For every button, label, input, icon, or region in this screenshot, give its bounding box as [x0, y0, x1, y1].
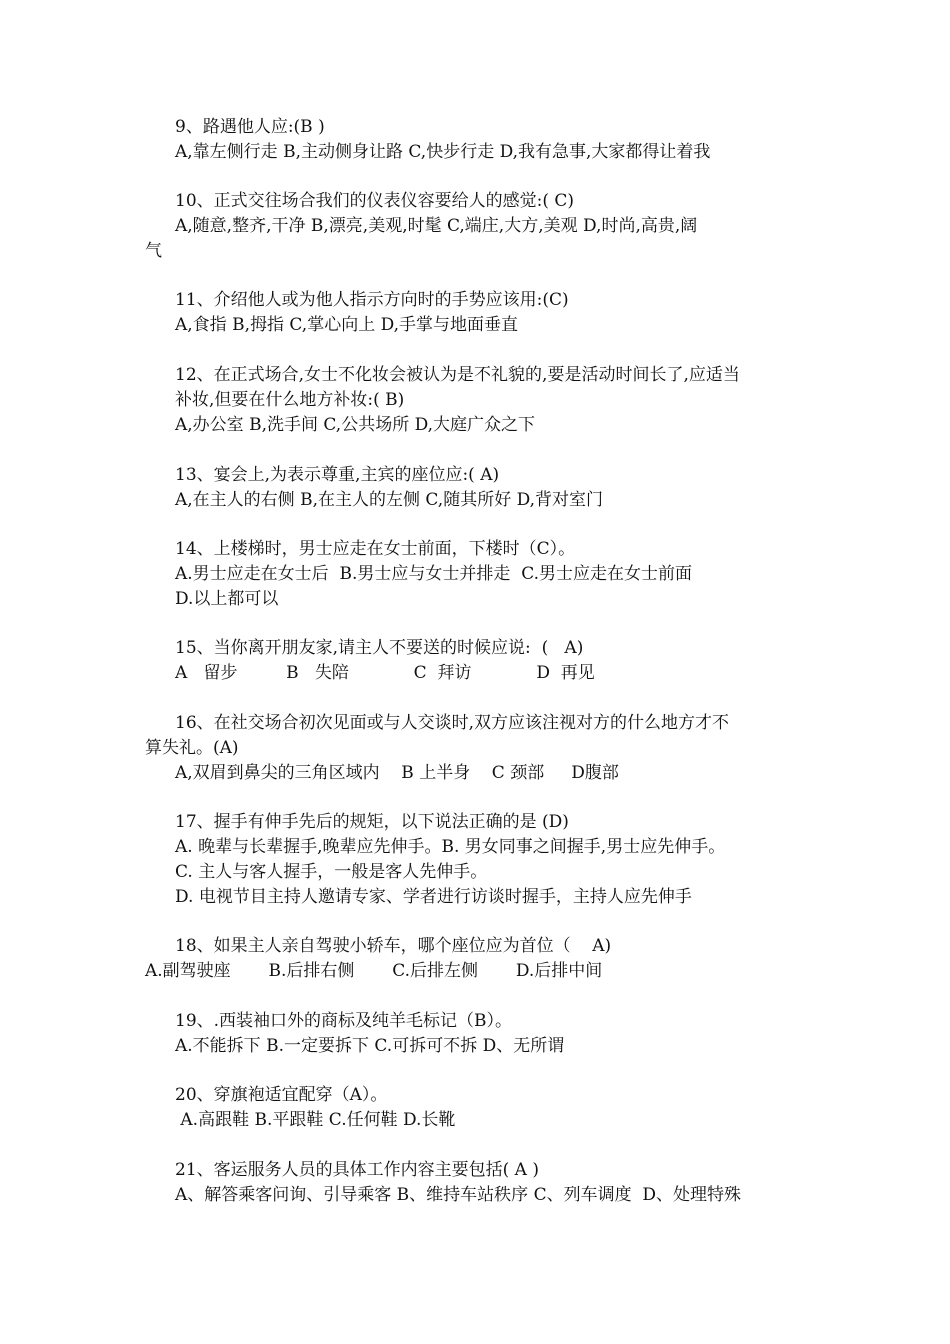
question-14-stem: 14、上楼梯时，男士应走在女士前面，下楼时（C）。: [175, 539, 576, 559]
question-17-option-c: C. 主人与客人握手，一般是客人先伸手。: [175, 862, 488, 882]
question-13-stem: 13、宴会上,为表示尊重,主宾的座位应:( A): [175, 465, 500, 485]
question-20-stem: 20、穿旗袍适宜配穿（A）。: [175, 1085, 388, 1105]
question-9-stem: 9、路遇他人应:(B ): [175, 117, 325, 137]
question-16-options: A,双眉到鼻尖的三角区域内 B 上半身 C 颈部 D腹部: [175, 763, 619, 783]
question-18-options: A.副驾驶座 B.后排右侧 C.后排左侧 D.后排中间: [145, 961, 603, 981]
question-21-stem: 21、客运服务人员的具体工作内容主要包括( A ): [175, 1160, 539, 1180]
question-12-stem: 12、在正式场合,女士不化妆会被认为是不礼貌的,要是活动时间长了,应适当: [175, 365, 740, 385]
question-20-options: A.高跟鞋 B.平跟鞋 C.任何鞋 D.长靴: [175, 1110, 456, 1130]
question-12-options: A,办公室 B,洗手间 C,公共场所 D,大庭广众之下: [175, 415, 536, 435]
question-14-options: A.男士应走在女士后 B.男士应与女士并排走 C.男士应走在女士前面: [175, 564, 692, 584]
question-9-options: A,靠左侧行走 B,主动侧身让路 C,快步行走 D,我有急事,大家都得让着我: [175, 142, 711, 162]
question-11-options: A,食指 B,拇指 C,掌心向上 D,手掌与地面垂直: [175, 315, 519, 335]
question-19-stem: 19、.西装袖口外的商标及纯羊毛标记（B）。: [175, 1011, 513, 1031]
question-16-stem-wrap: 算失礼。(A): [145, 738, 239, 758]
question-17-stem: 17、握手有伸手先后的规矩，以下说法正确的是 (D): [175, 812, 569, 832]
question-11-stem: 11、介绍他人或为他人指示方向时的手势应该用:(C): [175, 290, 569, 310]
question-13-options: A,在主人的右侧 B,在主人的左侧 C,随其所好 D,背对室门: [175, 490, 604, 510]
question-10-options-wrap: 气: [145, 241, 162, 261]
question-19-options: A.不能拆下 B.一定要拆下 C.可拆可不拆 D、无所谓: [175, 1036, 565, 1056]
question-15-options: A 留步 B 失陪 C 拜访 D 再见: [175, 663, 595, 683]
question-17-options-ab: A. 晚辈与长辈握手,晚辈应先伸手。B. 男女同事之间握手,男士应先伸手。: [175, 837, 726, 857]
question-18-stem: 18、如果主人亲自驾驶小轿车，哪个座位应为首位（ A): [175, 936, 612, 956]
question-10-stem: 10、正式交往场合我们的仪表仪容要给人的感觉:( C): [175, 191, 575, 211]
question-10-options: A,随意,整齐,干净 B,漂亮,美观,时髦 C,端庄,大方,美观 D,时尚,高贵,阔: [175, 216, 698, 236]
question-21-options: A、解答乘客问询、引导乘客 B、维持车站秩序 C、列车调度 D、处理特殊: [175, 1185, 742, 1205]
question-12-stem-wrap: 补妆,但要在什么地方补妆:( B): [175, 390, 405, 410]
question-14-options-wrap: D.以上都可以: [175, 589, 279, 609]
question-16-stem: 16、在社交场合初次见面或与人交谈时,双方应该注视对方的什么地方才不: [175, 713, 730, 733]
question-15-stem: 15、当你离开朋友家,请主人不要送的时候应说: ( A): [175, 638, 584, 658]
question-17-option-d: D. 电视节目主持人邀请专家、学者进行访谈时握手，主持人应先伸手: [175, 887, 692, 907]
